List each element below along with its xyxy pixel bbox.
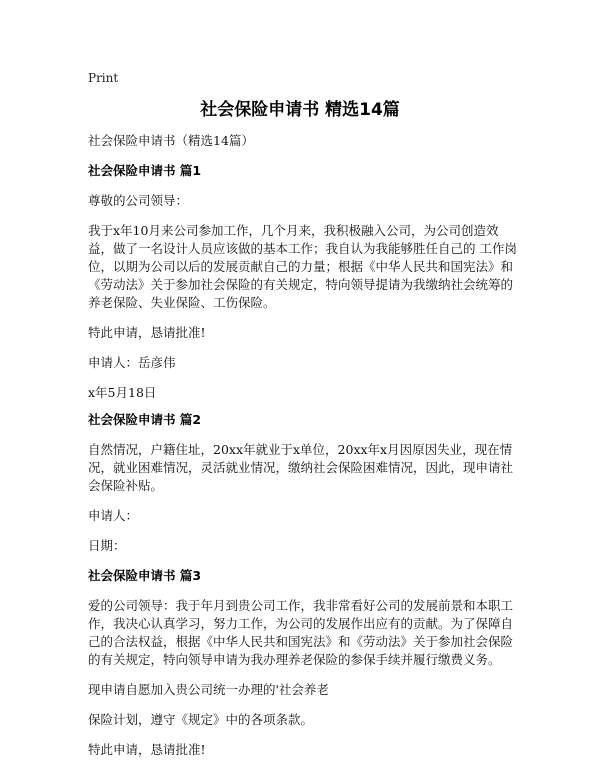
- document-body: [88, 132, 520, 771]
- section-heading: 社会保险申请书 篇2: [88, 412, 202, 427]
- body-paragraph: 爱的公司领导：我于年月到贵公司工作，我非常看好公司的发展前景和本职工作，我决心认真学习，努力工作，为公司的发展作出应有的贡献。为了保障自己的合法权益，根据《中华人民共和国宪法》和《劳动法》关于参加社会保险的有关规定，特向领导申请为我办理养老保险的参保手续并履行缴费义务。: [88, 598, 514, 667]
- body-paragraph: 我于x年10月来公司参加工作，几个月来，我积极融入公司，为公司创造效益，做了一名设计人员应该做的基本工作；我自认为我能够胜任自己的 工作岗位，以期为公司以后的发展贡献自己的力量；根据《中华人民共和国宪法》和《劳动法》关于参加社会保险的有关规定，特向领导提请为我缴纳社会统筹的养老保险、失业保险、工伤保险。: [88, 223, 517, 310]
- section-heading: 社会保险申请书 篇3: [88, 568, 202, 583]
- closing-line: 特此申请，恳请批准!: [88, 742, 206, 757]
- date-line: x年5月18日: [88, 385, 157, 400]
- applicant-line: 申请人：: [88, 508, 139, 523]
- document-subtitle: 社会保险申请书（精选14篇）: [88, 133, 254, 148]
- body-paragraph: 现申请自愿加入贵公司统一办理的'社会养老: [88, 682, 329, 697]
- print-label: Print: [88, 71, 119, 85]
- document-title: 社会保险申请书 精选14篇: [200, 100, 400, 120]
- salutation: 尊敬的公司领导：: [88, 193, 189, 208]
- date-line: 日期：: [88, 538, 126, 553]
- applicant-line: 申请人：岳彦伟: [88, 355, 176, 370]
- body-paragraph: 自然情况，户籍住址，20xx年就业于x单位，20xx年x月因原因失业，现在情况，就业困难情况，灵活就业情况，缴纳社会保险困难情况，因此，现申请社会保险补贴。: [88, 442, 514, 493]
- closing-line: 特此申请，恳请批准!: [88, 325, 206, 340]
- body-paragraph: 保险计划，遵守《规定》中的各项条款。: [88, 712, 314, 727]
- section-heading: 社会保险申请书 篇1: [88, 163, 202, 178]
